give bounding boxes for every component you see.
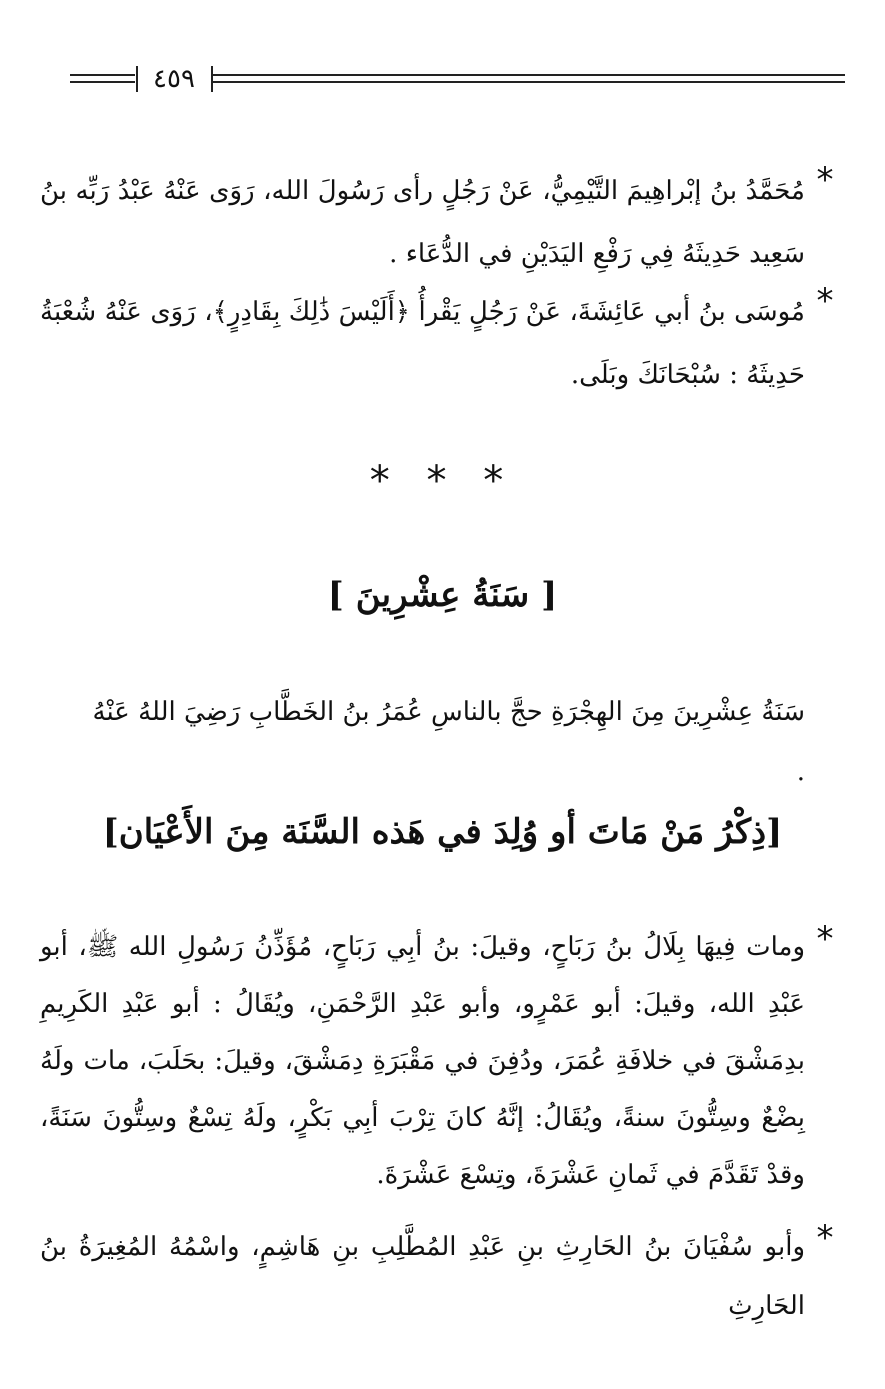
entry-text: مُحَمَّدُ بنُ إبْراهِيمَ التَّيْمِيُّ، عَنْ رَجُلٍ رأى رَسُولَ الله، رَوَى عَنْهُ عَبْدُ رَبِّه بنُ سَعِيد حَدِيثَهُ فِي رَفْعِ اليَدَيْنِ في الدُّعَاء . bbox=[40, 176, 805, 269]
year-heading: [ سَنَةُ عِشْرِينَ ] bbox=[327, 575, 558, 615]
header-rule-right bbox=[213, 74, 845, 83]
asterisk-bullet-icon: * bbox=[816, 160, 834, 200]
asterisk-bullet-icon: * bbox=[816, 281, 834, 321]
entry-text: وأبو سُفْيَانَ بنُ الحَارِثِ بنِ عَبْدِ المُطَّلِبِ بنِ هَاشِمٍ، واسْمُهُ المُغِيرَةُ بنُ الحَارِثِ bbox=[40, 1232, 805, 1321]
header-rule-left bbox=[70, 74, 135, 83]
page-number: ٤٥٩ bbox=[153, 64, 195, 94]
page-header bbox=[70, 62, 845, 98]
biography-entry bbox=[40, 281, 845, 407]
biography-entry bbox=[40, 1218, 845, 1336]
entry-text: مُوسَى بنُ أبي عَائِشَةَ، عَنْ رَجُلٍ يَقْرأُ ﴿أَلَيْسَ ذَٰلِكَ بِقَادِرٍ﴾، رَوَى عَنْهُ شُعْبَةُ حَدِيثَهُ : سُبْحَانَكَ وبَلَى. bbox=[40, 297, 805, 390]
asterisk-bullet-icon: * bbox=[816, 1218, 834, 1258]
biography-entry bbox=[40, 919, 845, 1204]
asterisk-bullet-icon: * bbox=[816, 919, 834, 959]
header-rule-separator bbox=[136, 66, 138, 92]
deaths-births-heading: [ذِكْرُ مَنْ مَاتَ أو وُلِدَ في هَذه السَّنَة مِنَ الأَعْيَان] bbox=[102, 812, 783, 852]
year-intro: سَنَةُ عِشْرِينَ مِنَ الهِجْرَةِ حجَّ بالناسِ عُمَرُ بنُ الخَطَّابِ رَضِيَ اللهُ عَنْهُ . bbox=[92, 697, 805, 787]
section-separator: * * * bbox=[369, 458, 516, 504]
entry-text: ومات فِيهَا بِلَالُ بنُ رَبَاحٍ، وقيلَ: بنُ أبِي رَبَاحٍ، مُؤَذِّنُ رَسُولِ الله ﷺ، أبو عَبْدِ الله، وقيلَ: أبو عَمْرٍو، وأبو عَبْدِ الرَّحْمَنِ، ويُقَالُ : أبو عَبْدِ الكَرِيمِ بدِمَشْقَ في خلافَةِ عُمَرَ، ودُفِنَ في مَقْبَرَةِ دِمَشْقَ، وقيلَ: بحَلَبَ، مات ولَهُ بِضْعٌ وسِتُّونَ سنةً، ويُقَالُ: إنَّهُ كانَ تِرْبَ أبِي بَكْرٍ، ولَهُ تِسْعٌ وسِتُّونَ سَنَةً، وقدْ تَقَدَّمَ في ثَمانِ عَشْرَةَ، وتِسْعَ عَشْرَةَ. bbox=[40, 932, 805, 1190]
biography-entry bbox=[40, 160, 845, 286]
